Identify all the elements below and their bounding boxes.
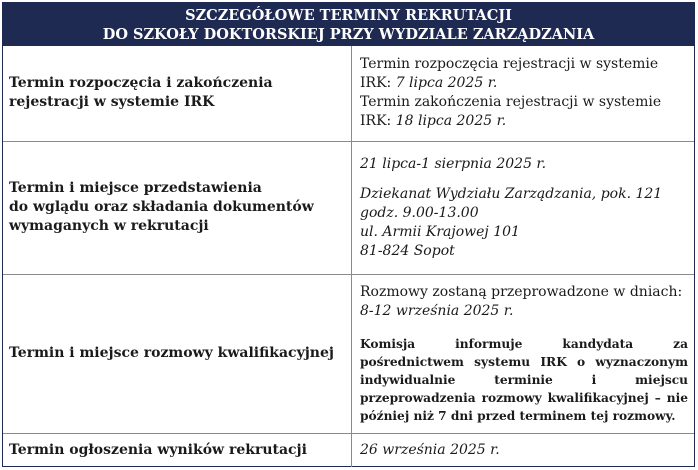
interview-note: Komisja informuje kandydata za pośrednictwem systemu IRK o wyznaczonym indywidualnie terminie i miejscu przeprowadzenia rozmowy kwalifikacyjnej – nie później niż 7 dni przed terminem tej rozmowy. <box>360 336 688 423</box>
row-value: 26 września 2025 r. <box>352 433 695 467</box>
place-line: godz. 9.00-13.00 <box>360 204 479 221</box>
place-line: 81-824 Sopot <box>360 242 455 259</box>
table-row <box>3 433 694 467</box>
row-label <box>3 141 352 274</box>
row-label-line: Termin i miejsce przedstawienia <box>9 180 262 196</box>
table-row <box>3 46 694 141</box>
start-date: 7 lipca 2025 r. <box>395 75 498 92</box>
row-value <box>352 46 695 141</box>
end-prefix: IRK: <box>360 113 396 130</box>
place-line: Dziekanat Wydziału Zarządzania, pok. 121 <box>360 185 663 202</box>
row-label-line: wymaganych w rekrutacji <box>9 218 209 234</box>
place-line: ul. Armii Krajowej 101 <box>360 223 520 240</box>
interview-info: Rozmowy zostaną przeprowadzone w dniach: <box>360 283 683 300</box>
table-row <box>3 274 694 433</box>
start-line <box>360 74 688 93</box>
start-text: Termin rozpoczęcia rejestracji w systemie <box>360 56 659 73</box>
start-prefix: IRK: <box>360 75 396 92</box>
row-label: Termin ogłoszenia wyników rekrutacji <box>3 433 352 467</box>
end-text: Termin zakończenia rejestracji w systemie <box>360 94 662 111</box>
end-line <box>360 112 688 131</box>
header-line-2: DO SZKOŁY DOKTORSKIEJ PRZY WYDZIALE ZARZĄDZANIA <box>102 25 595 43</box>
interview-dates: 8-12 września 2025 r. <box>360 302 514 319</box>
row-label-line: Termin rozpoczęcia i zakończenia <box>9 75 273 92</box>
recruitment-schedule-table <box>2 2 695 467</box>
row-label: Termin i miejsce rozmowy kwalifikacyjnej <box>3 274 352 433</box>
header-line-1: SZCZEGÓŁOWE TERMINY REKRUTACJI <box>185 6 512 24</box>
row-label <box>3 46 352 141</box>
row-label-line: do wglądu oraz składania dokumentów <box>9 199 314 215</box>
row-value <box>352 141 695 274</box>
table-header <box>3 3 694 46</box>
row-value <box>352 274 695 433</box>
row-label-line: rejestracji w systemie IRK <box>9 94 215 111</box>
table-row <box>3 141 694 274</box>
schedule-table <box>3 46 694 467</box>
end-date: 18 lipca 2025 r. <box>395 113 507 130</box>
document-dates: 21 lipca-1 sierpnia 2025 r. <box>360 155 547 172</box>
